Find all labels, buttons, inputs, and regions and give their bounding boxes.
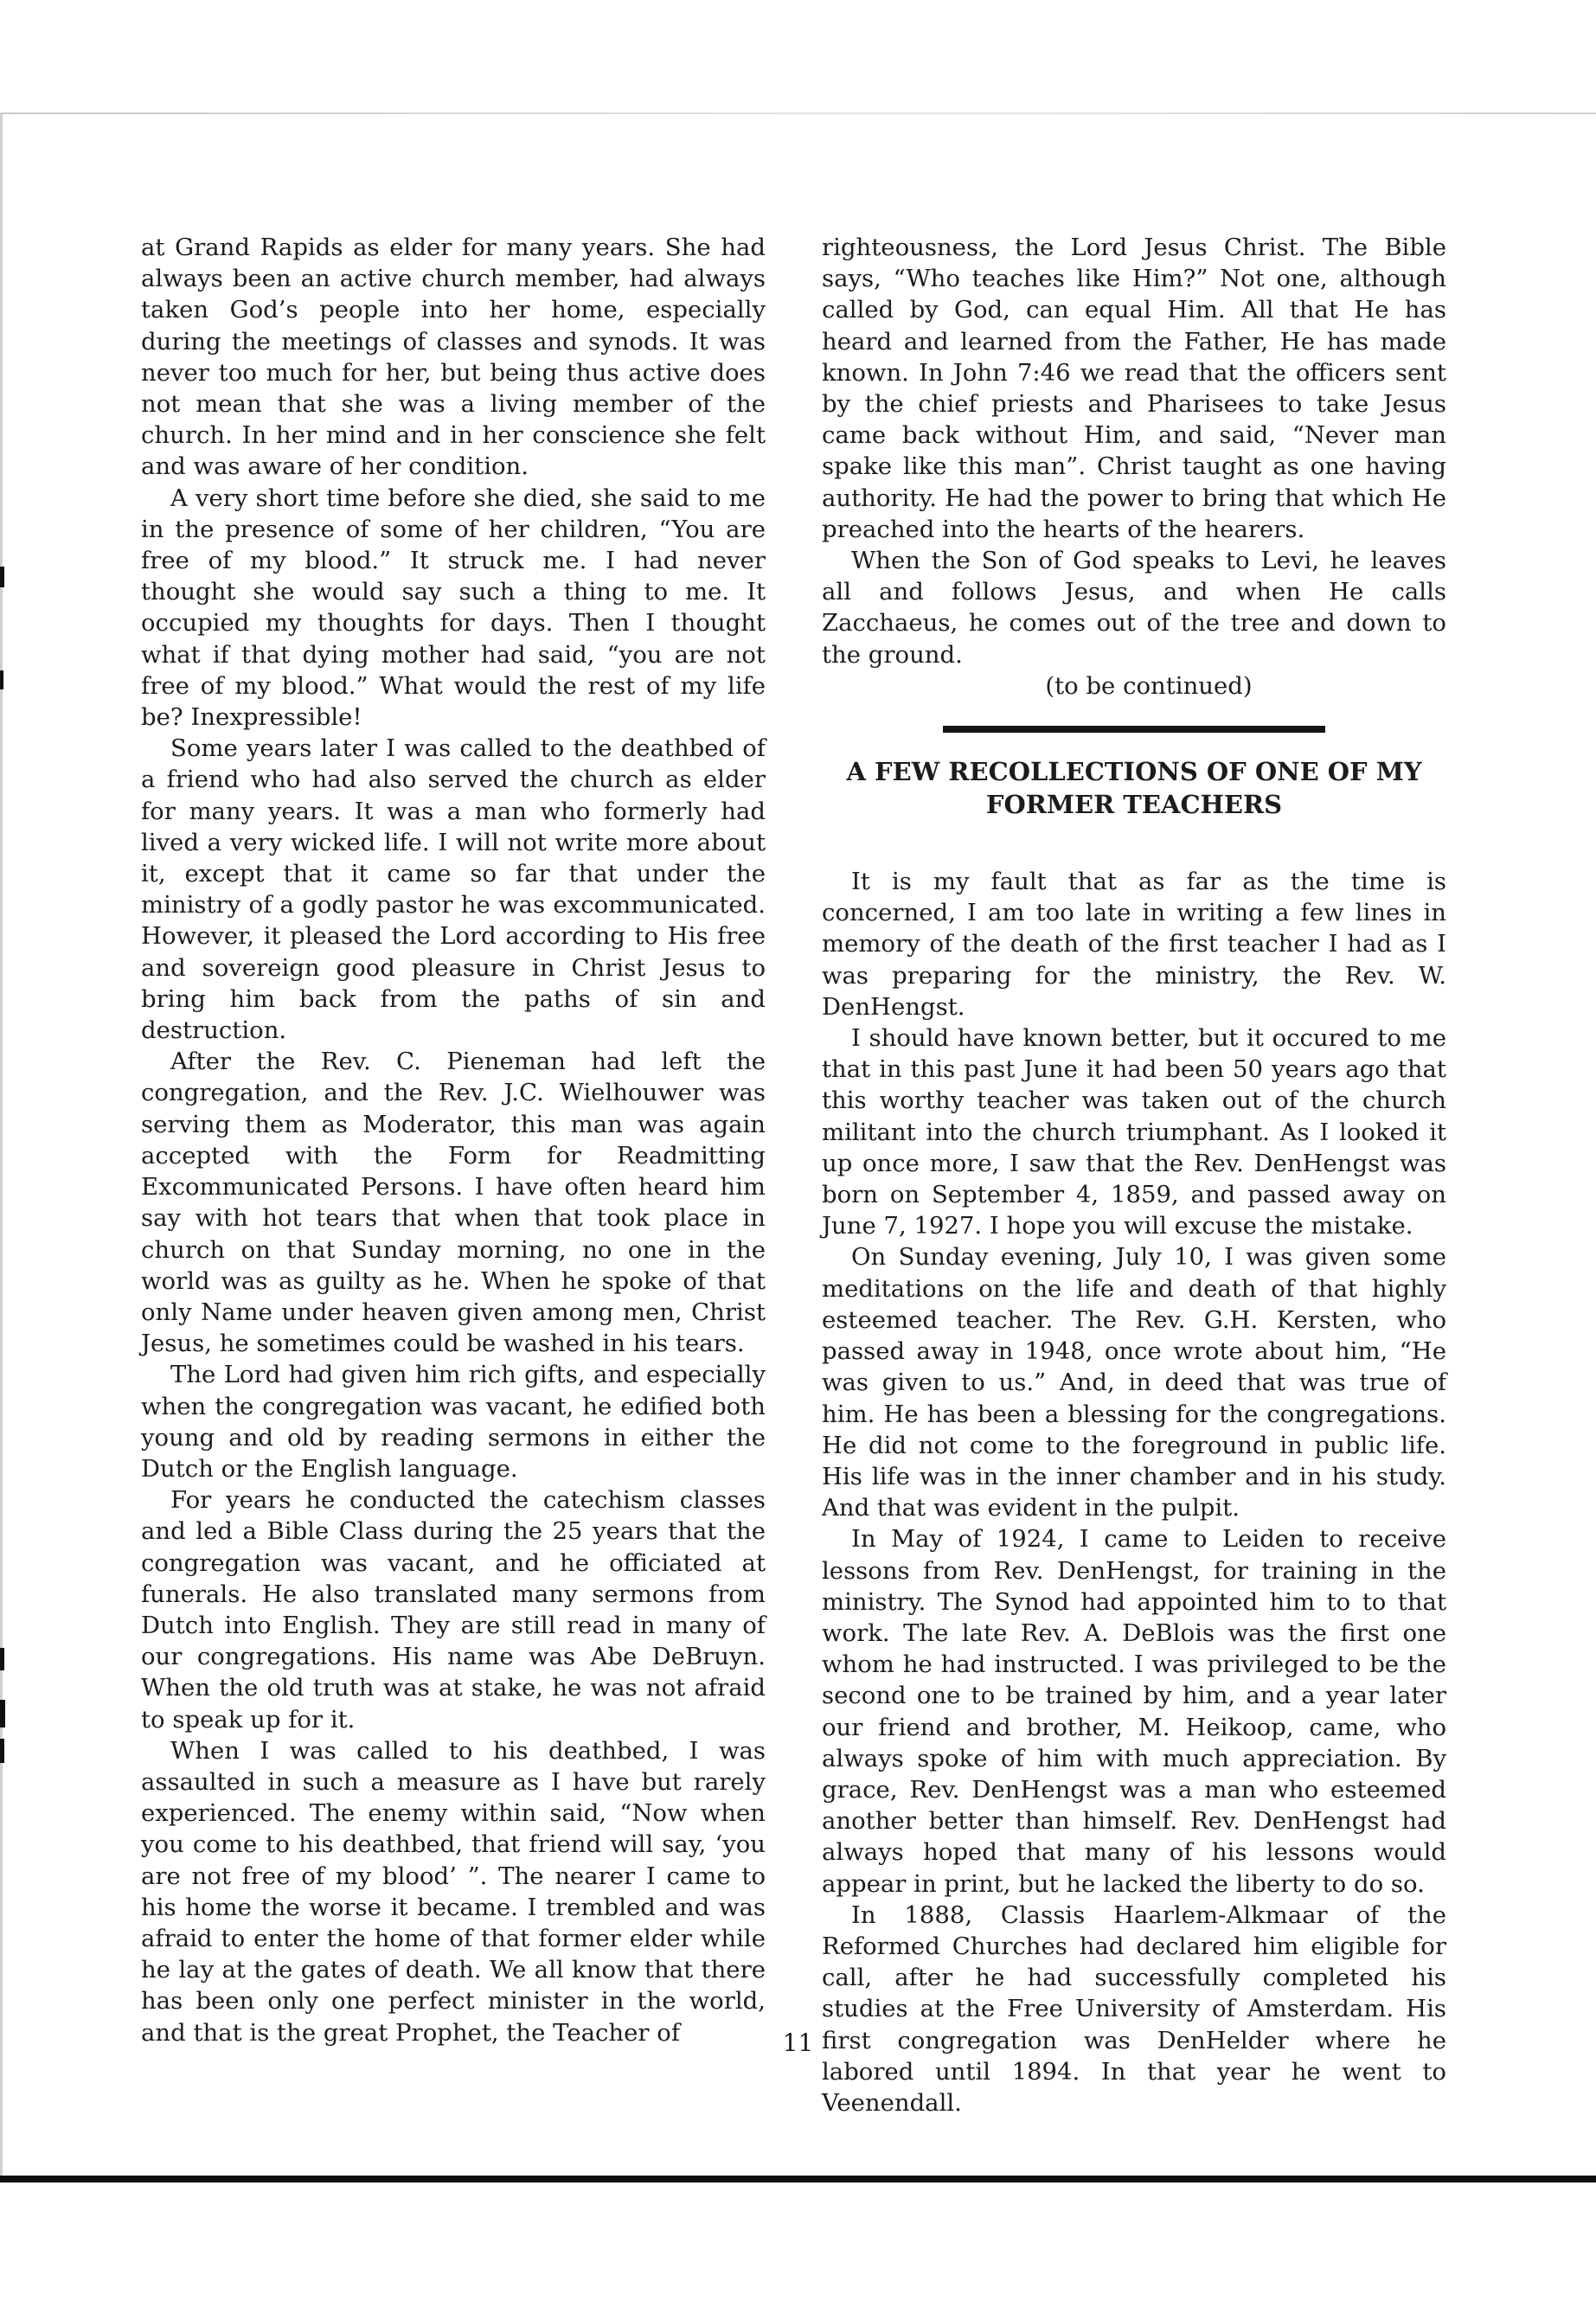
paragraph: Some years later I was called to the deathbed of a friend who had also served the church as elder for many years. It was a man who formerly had lived a very wicked life. I will not write more about it, except that it came so far that under the ministry of a godly pastor he was excommunicated. However, it pleased the Lord according to His free and sovereign good pleasure in Christ Jesus to bring him back from the paths of sin and destruction.	[141, 734, 766, 1045]
paragraph: I should have known better, but it occured to me that in this past June it had been 50 years ago that this worthy teacher was taken out of the church militant into the church triumphant. As I looked it up once more, I saw that the Rev. DenHengst was born on September 4, 1859, and passed away on June 7, 1927. I hope you will excuse the mistake.	[822, 1024, 1446, 1240]
scan-mark	[0, 1648, 4, 1670]
continued-note: (to be continued)	[1045, 671, 1253, 700]
paragraph: After the Rev. C. Pieneman had left the congregation, and the Rev. J.C. Wielhouwer was serving them as Moderator, this man was again accepted with the Form for Readmitting Excommunicated Persons. I have often heard him say with hot tears that when that took place in church on that Sunday morning, no one in the world was as guilty as he. When he spoke of that only Name under heaven given among men, Christ Jesus, he sometimes could be washed in his tears.	[141, 1048, 766, 1358]
paragraph: The Lord had given him rich gifts, and especially when the congregation was vacant, he edified both young and old by reading sermons in either the Dutch or the English language.	[141, 1361, 766, 1483]
paragraph: When the Son of God speaks to Levi, he leaves all and follows Jesus, and when He calls Zacchaeus, he comes out of the tree and down to the ground.	[822, 547, 1446, 669]
paragraph: In 1888, Classis Haarlem-Alkmaar of the Reformed Churches had declared him eligible for call, after he had successfully completed his studies at the Free University of Amsterdam. His first congregation was DenHelder where he labored until 1894. In that year he went to Veenendall.	[822, 1900, 1446, 2117]
right-column	[822, 232, 1446, 2118]
page-left-edge	[0, 112, 3, 2180]
paragraph: A very short time before she died, she said to me in the presence of some of her children, “You are free of my blood.” It struck me. I had never thought she would say such a thing to me. It occupied my thoughts for days. Then I thought what if that dying mother had said, “you are not free of my blood.” What would the rest of my life be? Inexpressible!	[141, 484, 766, 732]
scan-mark	[0, 1739, 4, 1763]
paragraph: In May of 1924, I came to Leiden to receive lessons from Rev. DenHengst, for training in the ministry. The Synod had appointed him to to that work. The late Rev. A. DeBlois was the first one whom he had instructed. I was privileged to be the second one to be trained by him, and a year later our friend and brother, M. Heikoop, came, who always spoke of him with much appreciation. By grace, Rev. DenHengst was a man who esteemed another better than himself. Rev. DenHengst had always hoped that many of his lessons would appear in print, but he lacked the liberty to do so.	[822, 1525, 1446, 1898]
paragraph: at Grand Rapids as elder for many years. She had always been an active church member, had always taken God’s people into her home, especially during the meetings of classes and synods. It was never too much for her, but being thus active does not mean that she was a living member of the church. In her mind and in her conscience she felt and was aware of her condition.	[141, 234, 766, 481]
section-divider	[943, 726, 1325, 733]
paragraph: For years he conducted the catechism classes and led a Bible Class during the 25 years that the congregation was vacant, and he officiated at funerals. He also translated many sermons from Dutch into English. They are still read in many of our congregations. His name was Abe DeBruyn. When the old truth was at stake, he was not afraid to speak up for it.	[141, 1486, 766, 1734]
paragraph: righteousness, the Lord Jesus Christ. The Bible says, “Who teaches like Him?” Not one, although called by God, can equal Him. All that He has heard and learned from the Father, He has made known. In John 7:46 we read that the officers sent by the chief priests and Pharisees to take Jesus came back without Him, and said, “Never man spake like this man”. Christ taught as one having authority. He had the power to bring that which He preached into the hearts of the hearers.	[822, 234, 1446, 543]
article-title-line: FORMER TEACHERS	[985, 790, 1283, 820]
page-top-edge	[0, 112, 1596, 114]
article-title-line: A FEW RECOLLECTIONS OF ONE OF MY	[846, 757, 1422, 787]
scan-mark	[0, 670, 3, 689]
paragraph: It is my fault that as far as the time is concerned, I am too late in writing a few lines in memory of the death of the first teacher I had as I was preparing for the ministry, the Rev. W. DenHengst.	[822, 868, 1446, 1021]
article-title	[822, 755, 1446, 821]
paragraph: When I was called to his deathbed, I was assaulted in such a measure as I have but rarely experienced. The enemy within said, “Now when you come to his deathbed, that friend will say, ‘you are not free of my blood’ ”. The nearer I came to his home the worse it became. I trembled and was afraid to enter the home of that former elder while he lay at the gates of death. We all know that there has been only one perfect minister in the world, and that is the great Prophet, the Teacher of	[141, 1736, 766, 2047]
paragraph: On Sunday evening, July 10, I was given some meditations on the life and death of that highly esteemed teacher. The Rev. G.H. Kersten, who passed away in 1948, once wrote about him, “He was given to us.” And, in deed that was true of him. He has been a blessing for the congregations. He did not come to the foreground in public life. His life was in the inner chamber and in his study. And that was evident in the pulpit.	[822, 1243, 1446, 1522]
left-column	[141, 232, 766, 2048]
page-number: 11	[782, 2029, 814, 2057]
page-bottom-bar	[0, 2176, 1596, 2182]
scan-mark	[0, 1700, 5, 1727]
scan-mark	[0, 567, 4, 587]
